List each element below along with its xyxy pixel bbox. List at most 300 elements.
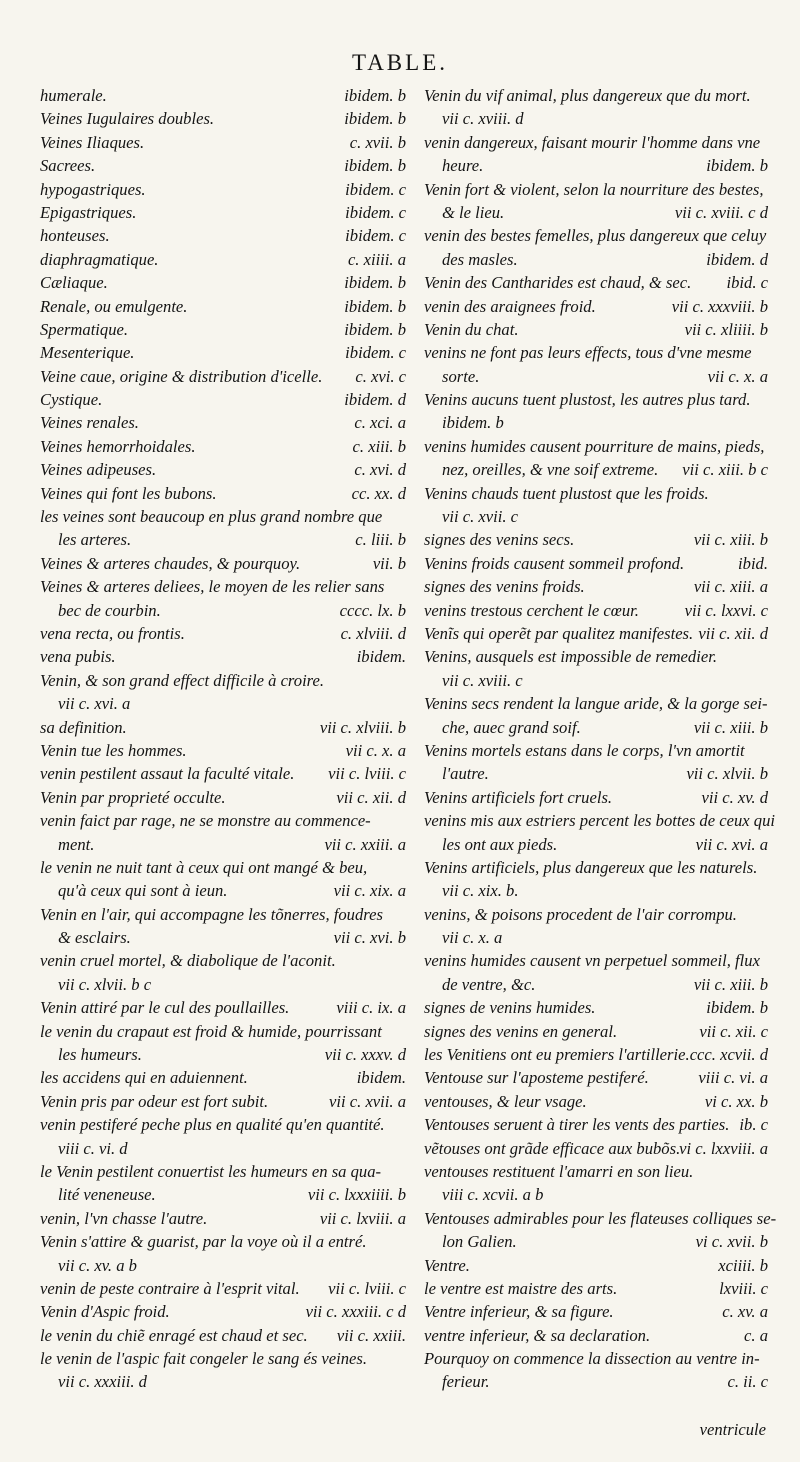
entry-text: vii c. xlvii. b c: [58, 974, 152, 994]
entry-text: Veines Iliaques.: [40, 132, 145, 152]
entry-line: [424, 762, 768, 785]
entry-text: honteuses.: [40, 226, 110, 246]
entry-text: humerale.: [40, 86, 107, 105]
entry-line: [40, 528, 406, 551]
entry-line: [424, 903, 768, 926]
entry-reference: xciiii. b: [718, 1255, 768, 1275]
entry-text: Ventouse sur l'aposteme pestiferé.: [424, 1068, 649, 1088]
index-entry: [424, 224, 768, 271]
entry-line: [424, 528, 768, 551]
entry-line: [40, 341, 406, 364]
entry-text: Venins secs rendent la langue aride, & la gorge sei-: [424, 694, 768, 714]
entry-line: [40, 1347, 406, 1370]
entry-text: vena pubis.: [40, 647, 116, 667]
entry-line: [40, 1370, 406, 1393]
entry-line: [40, 926, 406, 949]
entry-text: venin pestiferé peche plus en qualité qu'en quantité.: [40, 1115, 385, 1135]
entry-line: [40, 224, 406, 247]
entry-reference: vii c. lviii. c: [328, 764, 406, 784]
entry-line: [424, 716, 768, 739]
entry-reference: vii c. xxxv. d: [324, 1045, 406, 1065]
index-entry: [40, 201, 406, 224]
entry-line: [424, 669, 768, 692]
index-entry: [40, 739, 406, 762]
entry-text: Venins artificiels, plus dangereux que les naturels.: [424, 857, 758, 877]
entry-line: [424, 411, 768, 434]
index-entry: [40, 224, 406, 247]
entry-reference: vi c. xvii. b: [695, 1232, 768, 1252]
entry-text: viii c. vi. d: [58, 1138, 128, 1158]
entry-line: [40, 903, 406, 926]
entry-reference: ibidem. b: [344, 319, 406, 339]
entry-line: [424, 1043, 768, 1066]
entry-line: [40, 856, 406, 879]
entry-line: [40, 949, 406, 972]
entry-line: [40, 1090, 406, 1113]
entry-line: [424, 154, 768, 177]
index-entry: [40, 856, 406, 903]
entry-reference: vii c. xix. a: [333, 881, 406, 901]
entry-text: Venin attiré par le cul des poullailles.: [40, 998, 290, 1018]
index-entry: [424, 388, 768, 435]
entry-text: Ventre inferieur, & sa figure.: [424, 1302, 614, 1322]
entry-line: [40, 669, 406, 692]
entry-reference: ibidem. c: [345, 343, 406, 363]
entry-line: [424, 458, 768, 481]
entry-line: [424, 1230, 768, 1253]
entry-text: venins, & poisons procedent de l'air corrompu.: [424, 904, 737, 924]
entry-line: [40, 1207, 406, 1230]
index-entry: [424, 622, 768, 645]
entry-text: signes de venins humides.: [424, 998, 596, 1018]
entry-line: [40, 575, 406, 598]
entry-line: [424, 692, 768, 715]
entry-line: [424, 1066, 768, 1089]
entry-reference: vii. b: [372, 553, 406, 573]
index-entry: [40, 178, 406, 201]
entry-text: nez, oreilles, & vne soif extreme.: [442, 460, 659, 480]
entry-text: Venin, & son grand effect difficile à croire.: [40, 670, 325, 690]
entry-text: Venin des Cantharides est chaud, & sec.: [424, 273, 692, 293]
entry-text: Veines renales.: [40, 413, 139, 433]
index-entry: [424, 318, 768, 341]
entry-text: Veines qui font les bubons.: [40, 483, 217, 503]
entry-text: Venins, ausquels est impossible de remedier.: [424, 647, 717, 667]
entry-line: [40, 131, 406, 154]
entry-line: [424, 786, 768, 809]
entry-text: vii c. xviii. d: [442, 109, 524, 129]
entry-line: [424, 318, 768, 341]
index-entry: [424, 645, 768, 692]
entry-line: [424, 341, 768, 364]
entry-line: [424, 739, 768, 762]
index-entry: [40, 435, 406, 458]
entry-line: [424, 1254, 768, 1277]
entry-line: [424, 1020, 768, 1043]
entry-line: [424, 856, 768, 879]
entry-line: [40, 809, 406, 832]
entry-reference: vii c. xxxviii. b: [671, 296, 768, 316]
index-entry: [424, 552, 768, 575]
entry-text: sa definition.: [40, 717, 127, 737]
entry-text: Ventre.: [424, 1255, 470, 1275]
entry-line: [40, 458, 406, 481]
entry-text: Ventouses admirables pour les flateuses colliques se-: [424, 1208, 777, 1228]
index-entry: [424, 131, 768, 178]
entry-reference: ibidem. b: [344, 156, 406, 176]
entry-line: [40, 1183, 406, 1206]
entry-reference: ccc. xcvii. d: [689, 1045, 768, 1065]
entry-line: [40, 1066, 406, 1089]
index-entry: [424, 1254, 768, 1277]
entry-line: [424, 1090, 768, 1113]
index-entry: [40, 1160, 406, 1207]
entry-reference: c. a: [744, 1325, 768, 1345]
index-entry: [40, 411, 406, 434]
entry-line: [40, 271, 406, 294]
entry-text: venin faict par rage, ne se monstre au commence-: [40, 811, 371, 831]
index-entry: [424, 1043, 768, 1066]
entry-reference: lxviii. c: [719, 1278, 768, 1298]
entry-text: les veines sont beaucoup en plus grand nombre que: [40, 507, 383, 527]
entry-text: Veines Iugulaires doubles.: [40, 109, 215, 129]
entry-reference: c. xvii. b: [349, 132, 406, 152]
index-entry: [424, 739, 768, 786]
index-column-left: [40, 84, 406, 1394]
entry-reference: ibidem. b: [706, 156, 768, 176]
entry-text: les arteres.: [58, 530, 132, 550]
entry-text: Venin par proprieté occulte.: [40, 787, 226, 807]
entry-text: le venin de l'aspic fait congeler le sang és veines.: [40, 1349, 368, 1369]
entry-text: le venin du chiẽ enragé est chaud et sec.: [40, 1325, 308, 1345]
index-entry: [40, 365, 406, 388]
entry-reference: vii c. lxxxiiii. b: [307, 1185, 406, 1205]
index-entry: [40, 1230, 406, 1277]
entry-reference: vii c. xiii. b: [693, 717, 768, 737]
index-entry: [424, 1160, 768, 1207]
entry-reference: ibidem. c: [345, 179, 406, 199]
entry-reference: vii c. xlviii. b: [319, 717, 406, 737]
entry-text: Ventouses seruent à tirer les vents des parties.: [424, 1115, 730, 1135]
entry-text: les accidens qui en aduiennent.: [40, 1068, 248, 1088]
entry-line: [424, 107, 768, 130]
entry-text: ment.: [58, 834, 95, 854]
entry-text: Venin fort & violent, selon la nourriture des bestes,: [424, 179, 764, 199]
entry-line: [40, 178, 406, 201]
entry-text: vii c. xvii. c: [442, 507, 519, 527]
entry-text: Mesenterique.: [40, 343, 135, 363]
entry-text: les Venitiens ont eu premiers l'artillerie.: [424, 1045, 690, 1065]
index-entry: [40, 552, 406, 575]
entry-reference: vii c. xiii. b: [693, 974, 768, 994]
entry-text: Sacrees.: [40, 156, 96, 176]
index-entry: [424, 1300, 768, 1323]
entry-reference: vi c. lxxviii. a: [679, 1138, 768, 1158]
entry-reference: ibidem. b: [706, 998, 768, 1018]
entry-text: signes des venins en general.: [424, 1021, 618, 1041]
entry-text: Venin tue les hommes.: [40, 740, 187, 760]
entry-line: [424, 973, 768, 996]
entry-reference: c. xvi. d: [354, 460, 406, 480]
entry-line: [40, 1137, 406, 1160]
entry-line: [40, 622, 406, 645]
entry-line: [40, 505, 406, 528]
entry-text: Venins artificiels fort cruels.: [424, 787, 613, 807]
index-entry: [40, 248, 406, 271]
index-column-right: [424, 84, 777, 1394]
entry-text: Veines hemorrhoidales.: [40, 436, 196, 456]
entry-reference: vii c. xiii. b c: [682, 460, 768, 480]
entry-reference: vii c. xlvii. b: [686, 764, 768, 784]
entry-line: [40, 645, 406, 668]
index-entry: [40, 318, 406, 341]
index-entry: [424, 1347, 768, 1394]
entry-reference: vii c. lviii. c: [328, 1278, 406, 1298]
entry-text: Veines & arteres chaudes, & pourquoy.: [40, 553, 301, 573]
entry-line: [40, 107, 406, 130]
entry-reference: vi c. xx. b: [704, 1091, 768, 1111]
entry-line: [40, 318, 406, 341]
entry-text: heure.: [442, 156, 484, 176]
entry-line: [424, 645, 768, 668]
entry-text: venin des bestes femelles, plus dangereux que celuy: [424, 226, 767, 246]
entry-reference: vii c. xii. d: [336, 787, 406, 807]
index-entry: [40, 903, 406, 950]
entry-text: ventre inferieur, & sa declaration.: [424, 1325, 651, 1345]
entry-text: le ventre est maistre des arts.: [424, 1278, 618, 1298]
entry-reference: c. ii. c: [727, 1372, 768, 1392]
entry-text: Venins mortels estans dans le corps, l'vn amortit: [424, 740, 745, 760]
entry-text: Venin s'attire & guarist, par la voye où il a entré.: [40, 1232, 367, 1252]
entry-text: venins humides causent vn perpetuel sommeil, flux: [424, 951, 760, 971]
index-entry: [424, 949, 768, 996]
entry-reference: ibidem. b: [344, 86, 406, 105]
index-entry: [424, 1137, 768, 1160]
entry-text: Venins froids causent sommeil profond.: [424, 553, 685, 573]
index-entry: [40, 1090, 406, 1113]
entry-line: [40, 1277, 406, 1300]
entry-reference: vii c. x. a: [707, 366, 768, 386]
index-entry: [40, 996, 406, 1019]
entry-reference: cc. xx. d: [351, 483, 406, 503]
entry-reference: ibidem. d: [706, 249, 768, 269]
entry-text: venin dangereux, faisant mourir l'homme dans vne: [424, 132, 761, 152]
page-title: TABLE.: [351, 50, 448, 75]
entry-line: [424, 505, 768, 528]
entry-line: [424, 833, 768, 856]
entry-text: l'autre.: [442, 764, 489, 784]
entry-text: des masles.: [442, 249, 518, 269]
entry-text: Venins aucuns tuent plustost, les autres plus tard.: [424, 390, 751, 410]
entry-reference: vii c. xvi. a: [695, 834, 768, 854]
entry-line: [424, 1347, 768, 1370]
entry-text: venins ne font pas leurs effects, tous d'vne mesme: [424, 343, 752, 363]
index-entry: [40, 716, 406, 739]
entry-line: [424, 552, 768, 575]
entry-line: [424, 131, 768, 154]
entry-text: Venin du chat.: [424, 319, 519, 339]
entry-reference: vii c. xiii. a: [693, 577, 768, 597]
index-entry: [424, 1324, 768, 1347]
entry-reference: c. xiiii. a: [347, 249, 406, 269]
entry-line: [424, 575, 768, 598]
entry-line: [40, 1254, 406, 1277]
entry-text: vii c. x. a: [442, 928, 503, 948]
index-entry: [424, 1277, 768, 1300]
entry-line: [424, 178, 768, 201]
entry-reference: ibid. c: [726, 273, 768, 293]
index-entry: [40, 295, 406, 318]
entry-text: les humeurs.: [58, 1045, 142, 1065]
entry-reference: c. xvi. c: [355, 366, 406, 386]
entry-text: le Venin pestilent conuertist les humeurs en sa qua-: [40, 1161, 382, 1181]
index-entry: [424, 528, 768, 551]
entry-line: [40, 201, 406, 224]
entry-reference: c. liii. b: [355, 530, 406, 550]
entry-text: venins trestous cerchent le cœur.: [424, 600, 639, 620]
entry-line: [424, 84, 768, 107]
entry-text: ventouses, & leur vsage.: [424, 1091, 587, 1111]
entry-line: [424, 926, 768, 949]
entry-text: venin cruel mortel, & diabolique de l'aconit.: [40, 951, 336, 971]
entry-reference: vii c. xxxiii. c d: [305, 1302, 406, 1322]
entry-text: vii c. xv. a b: [58, 1255, 137, 1275]
index-entry: [40, 762, 406, 785]
index-entry: [40, 786, 406, 809]
entry-text: vẽtouses ont grãde efficace aux bubõs.: [424, 1138, 681, 1158]
entry-text: hypogastriques.: [40, 179, 146, 199]
entry-line: [424, 295, 768, 318]
entry-text: Spermatique.: [40, 319, 129, 339]
entry-line: [40, 154, 406, 177]
entry-reference: vii c. xvii. a: [329, 1091, 406, 1111]
entry-text: Venin du vif animal, plus dangereux que du mort.: [424, 86, 751, 105]
entry-reference: c. xiii. b: [352, 436, 406, 456]
entry-line: [40, 1160, 406, 1183]
index-entry: [40, 1300, 406, 1323]
entry-line: [424, 224, 768, 247]
entry-line: [424, 248, 768, 271]
entry-reference: vii c. xii. c: [699, 1021, 768, 1041]
index-entry: [424, 341, 768, 388]
entry-line: [424, 1137, 768, 1160]
entry-text: vii c. xxxiii. d: [58, 1372, 147, 1392]
entry-line: [424, 1160, 768, 1183]
entry-text: qu'à ceux qui sont à ieun.: [58, 881, 228, 901]
index-entry: [424, 271, 768, 294]
entry-line: [40, 739, 406, 762]
index-entry: [40, 482, 406, 505]
entry-reference: ibidem. c: [345, 226, 406, 246]
index-entry: [424, 435, 768, 482]
entry-text: Venin d'Aspic froid.: [40, 1302, 170, 1322]
entry-line: [424, 1207, 777, 1230]
index-entry: [40, 645, 406, 668]
entry-text: diaphragmatique.: [40, 249, 159, 269]
entry-line: [40, 1113, 406, 1136]
index-entry: [424, 809, 775, 856]
entry-reference: ibidem.: [356, 1068, 406, 1088]
entry-line: [424, 622, 768, 645]
entry-text: le venin du crapaut est froid & humide, pourrissant: [40, 1021, 382, 1041]
entry-line: [424, 1113, 768, 1136]
index-entry: [40, 1207, 406, 1230]
entry-reference: vii c. lxviii. a: [319, 1208, 406, 1228]
index-entry: [40, 458, 406, 481]
index-entry: [424, 575, 768, 598]
entry-reference: vii c. xvi. b: [333, 928, 406, 948]
entry-reference: ibidem. b: [344, 273, 406, 293]
entry-text: & esclairs.: [58, 928, 131, 948]
entry-line: [40, 1020, 406, 1043]
entry-line: [424, 996, 768, 1019]
entry-text: sorte.: [442, 366, 480, 386]
entry-text: les ont aux pieds.: [442, 834, 558, 854]
entry-line: [424, 1277, 768, 1300]
entry-line: [40, 599, 406, 622]
entry-text: vii c. xix. b.: [442, 881, 519, 901]
entry-text: vii c. xviii. c: [442, 670, 523, 690]
entry-line: [40, 996, 406, 1019]
index-entry: [40, 131, 406, 154]
entry-text: lité veneneuse.: [58, 1185, 156, 1205]
entry-text: venin pestilent assaut la faculté vitale.: [40, 764, 295, 784]
entry-reference: vii c. xii. d: [698, 623, 768, 643]
entry-reference: viii c. ix. a: [336, 998, 406, 1018]
entry-text: Venĩs qui operẽt par qualitez manifestes.: [424, 623, 694, 643]
entry-text: che, auec grand soif.: [442, 717, 581, 737]
entry-line: [40, 1300, 406, 1323]
index-entry: [40, 1347, 406, 1394]
index-entry: [424, 178, 768, 225]
index-entry: [424, 903, 768, 950]
index-entry: [40, 388, 406, 411]
entry-text: Veines & arteres deliees, le moyen de les relier sans: [40, 577, 385, 597]
entry-text: Venin pris par odeur est fort subit.: [40, 1091, 269, 1111]
entry-reference: c. xv. a: [722, 1302, 768, 1322]
entry-text: Cæliaque.: [40, 273, 108, 293]
entry-text: ventouses restituent l'amarri en son lieu.: [424, 1161, 694, 1181]
entry-line: [424, 879, 768, 902]
entry-reference: vii c. xv. d: [701, 787, 768, 807]
entry-line: [40, 879, 406, 902]
entry-text: lon Galien.: [442, 1232, 517, 1252]
index-entry: [40, 84, 406, 107]
entry-text: venin de peste contraire à l'esprit vital.: [40, 1278, 300, 1298]
entry-reference: c. xci. a: [354, 413, 406, 433]
entry-reference: c. xlviii. d: [340, 623, 406, 643]
entry-reference: ibidem. b: [344, 109, 406, 129]
entry-line: [424, 809, 775, 832]
index-entry: [40, 669, 406, 716]
entry-reference: vii c. lxxvi. c: [684, 600, 768, 620]
index-entry: [424, 786, 768, 809]
index-entry: [40, 809, 406, 856]
index-entry: [40, 505, 406, 552]
entry-line: [424, 1324, 768, 1347]
index-entry: [424, 1020, 768, 1043]
entry-line: [40, 365, 406, 388]
entry-line: [40, 552, 406, 575]
index-entry: [424, 996, 768, 1019]
entry-line: [424, 435, 768, 458]
entry-text: vii c. xvi. a: [58, 694, 131, 714]
entry-text: ferieur.: [442, 1372, 490, 1392]
entry-reference: vii c. x. a: [345, 740, 406, 760]
entry-text: Renale, ou emulgente.: [40, 296, 188, 316]
entry-reference: vii c. xliiii. b: [684, 319, 768, 339]
entry-line: [40, 435, 406, 458]
